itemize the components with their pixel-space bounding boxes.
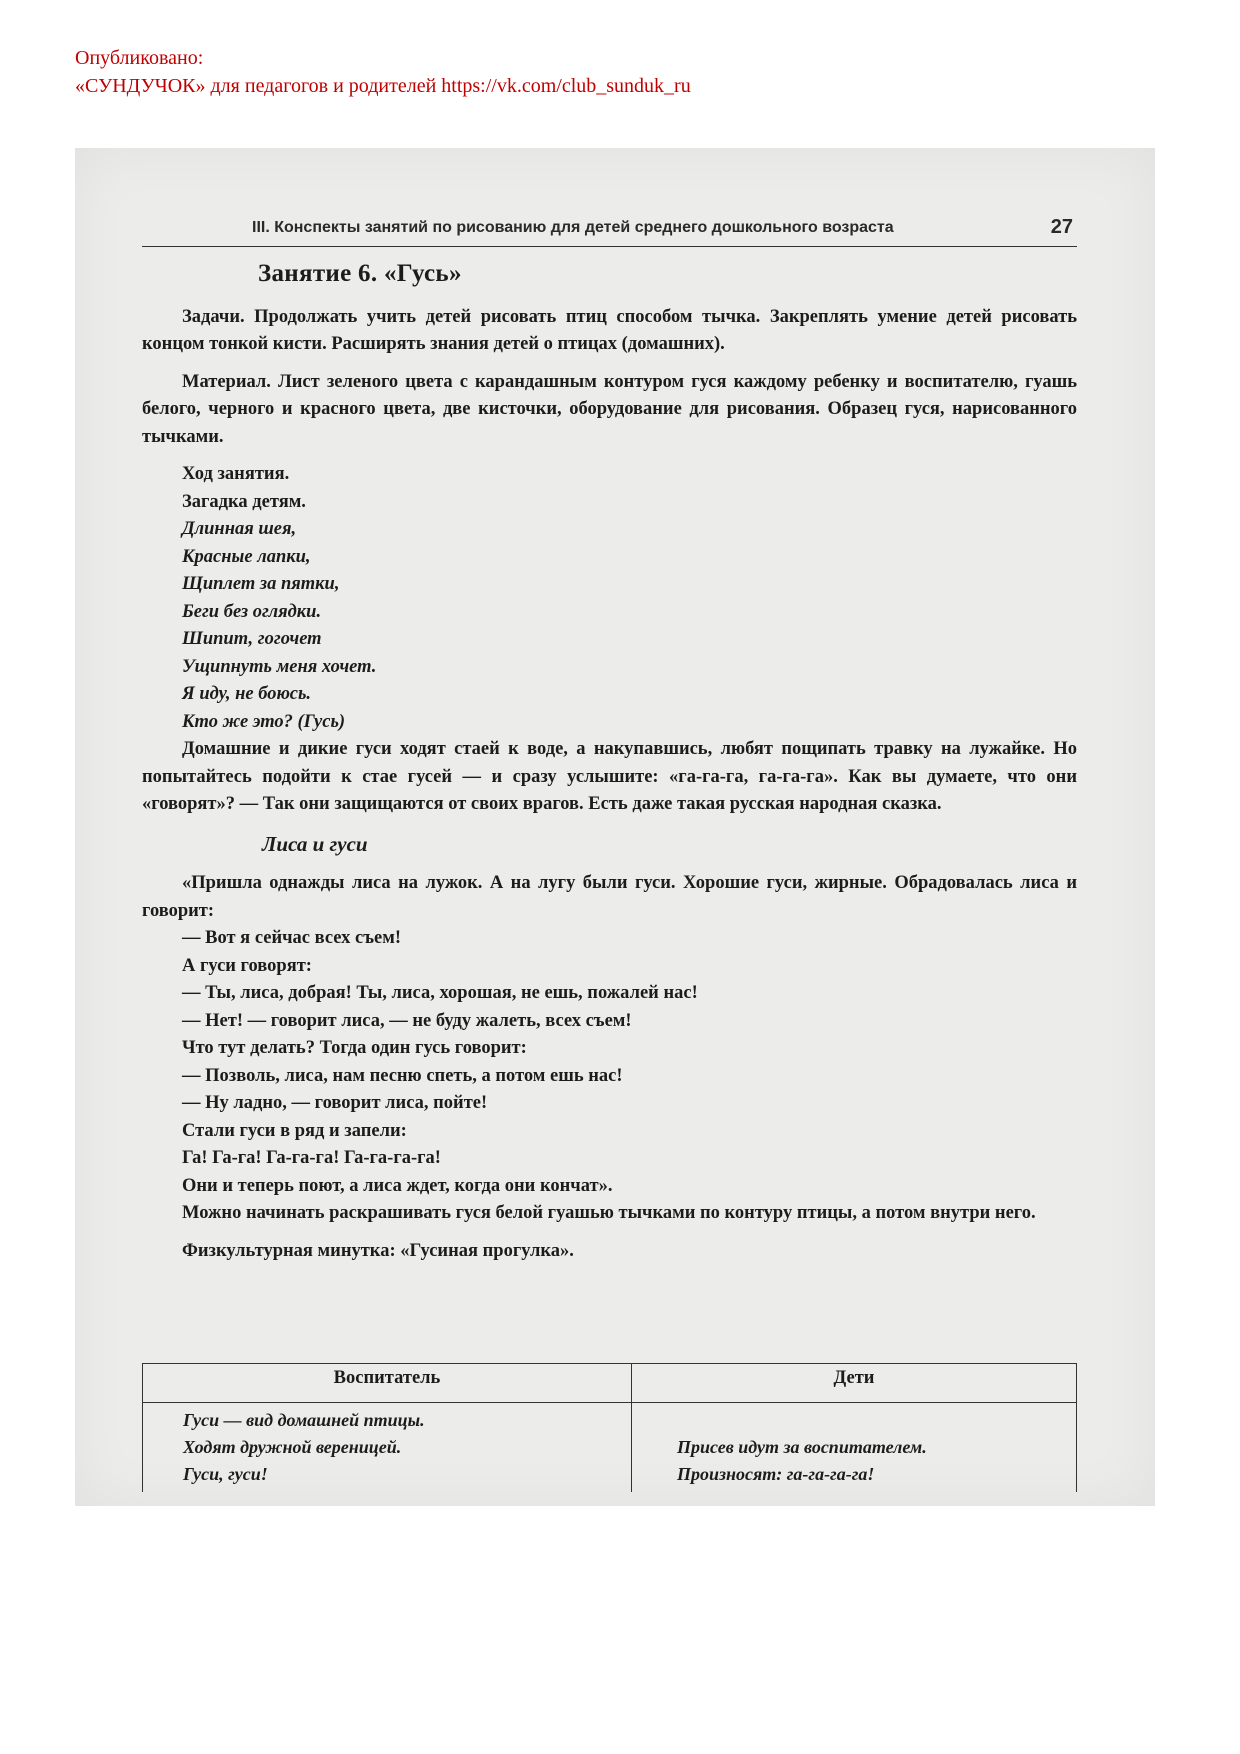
- tasks-paragraph: Задачи. Продолжать учить детей рисовать птиц способом тычка. Закреплять умение детей рисовать концом тонкой кисти. Расширять знания детей о птицах (домашних).: [142, 306, 1077, 354]
- running-header: [142, 216, 1077, 244]
- exercise-table: [142, 1363, 1077, 1492]
- lesson-title: Занятие 6. «Гусь»: [258, 260, 462, 287]
- teacher-line: Гуси, гуси!: [183, 1464, 268, 1484]
- lesson-content: [142, 260, 1077, 1265]
- teacher-line: Гуси — вид домашней птицы.: [183, 1410, 425, 1430]
- column-header-teacher: Воспитатель: [143, 1364, 632, 1403]
- riddle-line: Я иду, не боюсь.: [182, 684, 312, 704]
- running-header-title: III. Конспекты занятий по рисованию для детей среднего дошкольного возраста: [252, 219, 894, 236]
- geese-paragraph: Домашние и дикие гуси ходят стаей к воде, а накупавшись, любят пощипать травку на лужайке. Но попытайтесь подойти к стае гусей — и сразу услышите: «га-га-га, га-га-га». Как вы думаете, что они «говорят»? — Так они защищаются от своих врагов. Есть даже такая русская народная сказка.: [142, 739, 1077, 814]
- publication-label: Опубликовано:: [75, 47, 204, 69]
- materials-paragraph: Материал. Лист зеленого цвета с карандашным контуром гуся каждому ребенку и воспитателю, гуашь белого, черного и красного цвета, две кисточки, оборудование для рисования. Образец гуся, нарисованного тычками.: [142, 371, 1077, 447]
- publication-source: «СУНДУЧОК» для педагогов и родителей https://vk.com/club_sunduk_ru: [75, 75, 691, 97]
- children-cell: [632, 1403, 1077, 1493]
- story-line: А гуси говорят:: [182, 955, 312, 976]
- riddle: [142, 516, 1077, 736]
- exercise-heading: Физкультурная минутка: «Гусиная прогулка».: [182, 1240, 574, 1261]
- riddle-line: Длинная шея,: [182, 519, 297, 539]
- riddle-line: Красные лапки,: [182, 546, 311, 567]
- teacher-cell: [143, 1403, 632, 1493]
- children-line: Присев идут за воспитателем.: [677, 1437, 927, 1457]
- riddle-line: Беги без оглядки.: [182, 601, 322, 622]
- children-line: [677, 1407, 1068, 1434]
- painting-paragraph: Можно начинать раскрашивать гуся белой гуашью тычками по контуру птицы, а потом внутри него.: [182, 1203, 1036, 1223]
- story-line: — Ты, лиса, добрая! Ты, лиса, хорошая, не ешь, пожалей нас!: [182, 983, 698, 1003]
- riddle-line: Щиплет за пятки,: [182, 574, 340, 594]
- table-header-row: [143, 1364, 1077, 1403]
- story-title: Лиса и гуси: [262, 831, 368, 856]
- header-rule: [142, 246, 1077, 247]
- story-line: — Нет! — говорит лиса, — не буду жалеть, всех съем!: [182, 1010, 632, 1031]
- story-opening: «Пришла однажды лиса на лужок. А на лугу были гуси. Хорошие гуси, жирные. Обрадовалась лиса и говорит:: [142, 873, 1077, 921]
- riddle-line: Ущипнуть меня хочет.: [182, 656, 377, 677]
- riddle-line: Шипит, гогочет: [182, 629, 322, 649]
- page-number: 27: [1050, 216, 1073, 238]
- story-line: — Позволь, лиса, нам песню спеть, а потом ешь нас!: [182, 1065, 623, 1086]
- story-dialog: [142, 925, 1077, 1200]
- story-line: Га! Га-га! Га-га-га! Га-га-га-га!: [182, 1148, 441, 1168]
- publication-note: [75, 44, 691, 100]
- story-line: Они и теперь поют, а лиса ждет, когда они кончат».: [182, 1175, 613, 1196]
- story-line: Стали гуси в ряд и запели:: [182, 1120, 407, 1141]
- story-line: — Ну ладно, — говорит лиса, пойте!: [182, 1093, 488, 1113]
- column-header-children: Дети: [632, 1364, 1077, 1403]
- story-line: — Вот я сейчас всех съем!: [182, 928, 401, 948]
- riddle-line: Кто же это? (Гусь): [182, 711, 346, 732]
- progress-heading: Ход занятия.: [182, 464, 290, 484]
- children-line: Произносят: га-га-га-га!: [677, 1464, 875, 1484]
- scanned-page: [75, 148, 1155, 1506]
- story-line: Что тут делать? Тогда один гусь говорит:: [182, 1038, 527, 1058]
- teacher-line: Ходят дружной вереницей.: [183, 1437, 402, 1457]
- riddle-intro: Загадка детям.: [182, 491, 306, 512]
- table-row: [143, 1403, 1077, 1493]
